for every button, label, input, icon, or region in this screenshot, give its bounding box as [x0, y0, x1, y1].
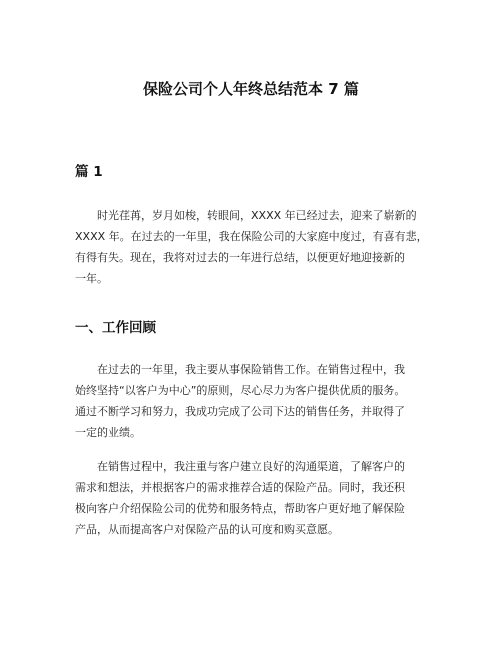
paragraph-intro — [75, 205, 435, 289]
document-title: 保险公司个人年终总结范本 7 篇 — [143, 80, 359, 98]
paragraph-line: 一年。 — [75, 272, 108, 285]
paragraph-line: 在销售过程中，我注重与客户建立良好的沟通渠道，了解客户的 — [97, 460, 405, 473]
paragraph-line: 通过不断学习和努力，我成功完成了公司下达的销售任务，并取得了 — [75, 405, 405, 418]
paragraph-line: 需求和想法，并根据客户的需求推荐合适的保险产品。同时，我还积 — [75, 481, 405, 494]
section-heading-1: 篇 1 — [75, 164, 103, 180]
paragraph-line: XXXX 年。在过去的一年里，我在保险公司的大家庭中度过，有喜有悲， — [75, 230, 428, 243]
paragraph-work-review-2 — [75, 456, 435, 540]
paragraph-line: 在过去的一年里，我主要从事保险销售工作。在销售过程中，我 — [97, 363, 405, 376]
section-heading-work-review: 一、工作回顾 — [75, 320, 156, 336]
paragraph-line: 一定的业绩。 — [75, 426, 141, 439]
paragraph-line: 时光荏苒，岁月如梭，转眼间，XXXX 年已经过去，迎来了崭新的 — [97, 209, 417, 222]
paragraph-work-review-1 — [75, 359, 435, 443]
paragraph-line: 产品，从而提高客户对保险产品的认可度和购买意愿。 — [75, 523, 339, 536]
paragraph-line: 始终坚持“以客户为中心”的原则，尽心尽力为客户提供优质的服务。 — [75, 384, 406, 397]
paragraph-line: 极向客户介绍保险公司的优势和服务特点，帮助客户更好地了解保险 — [75, 502, 405, 515]
paragraph-line: 有得有失。现在，我将对过去的一年进行总结，以便更好地迎接新的 — [75, 251, 405, 264]
